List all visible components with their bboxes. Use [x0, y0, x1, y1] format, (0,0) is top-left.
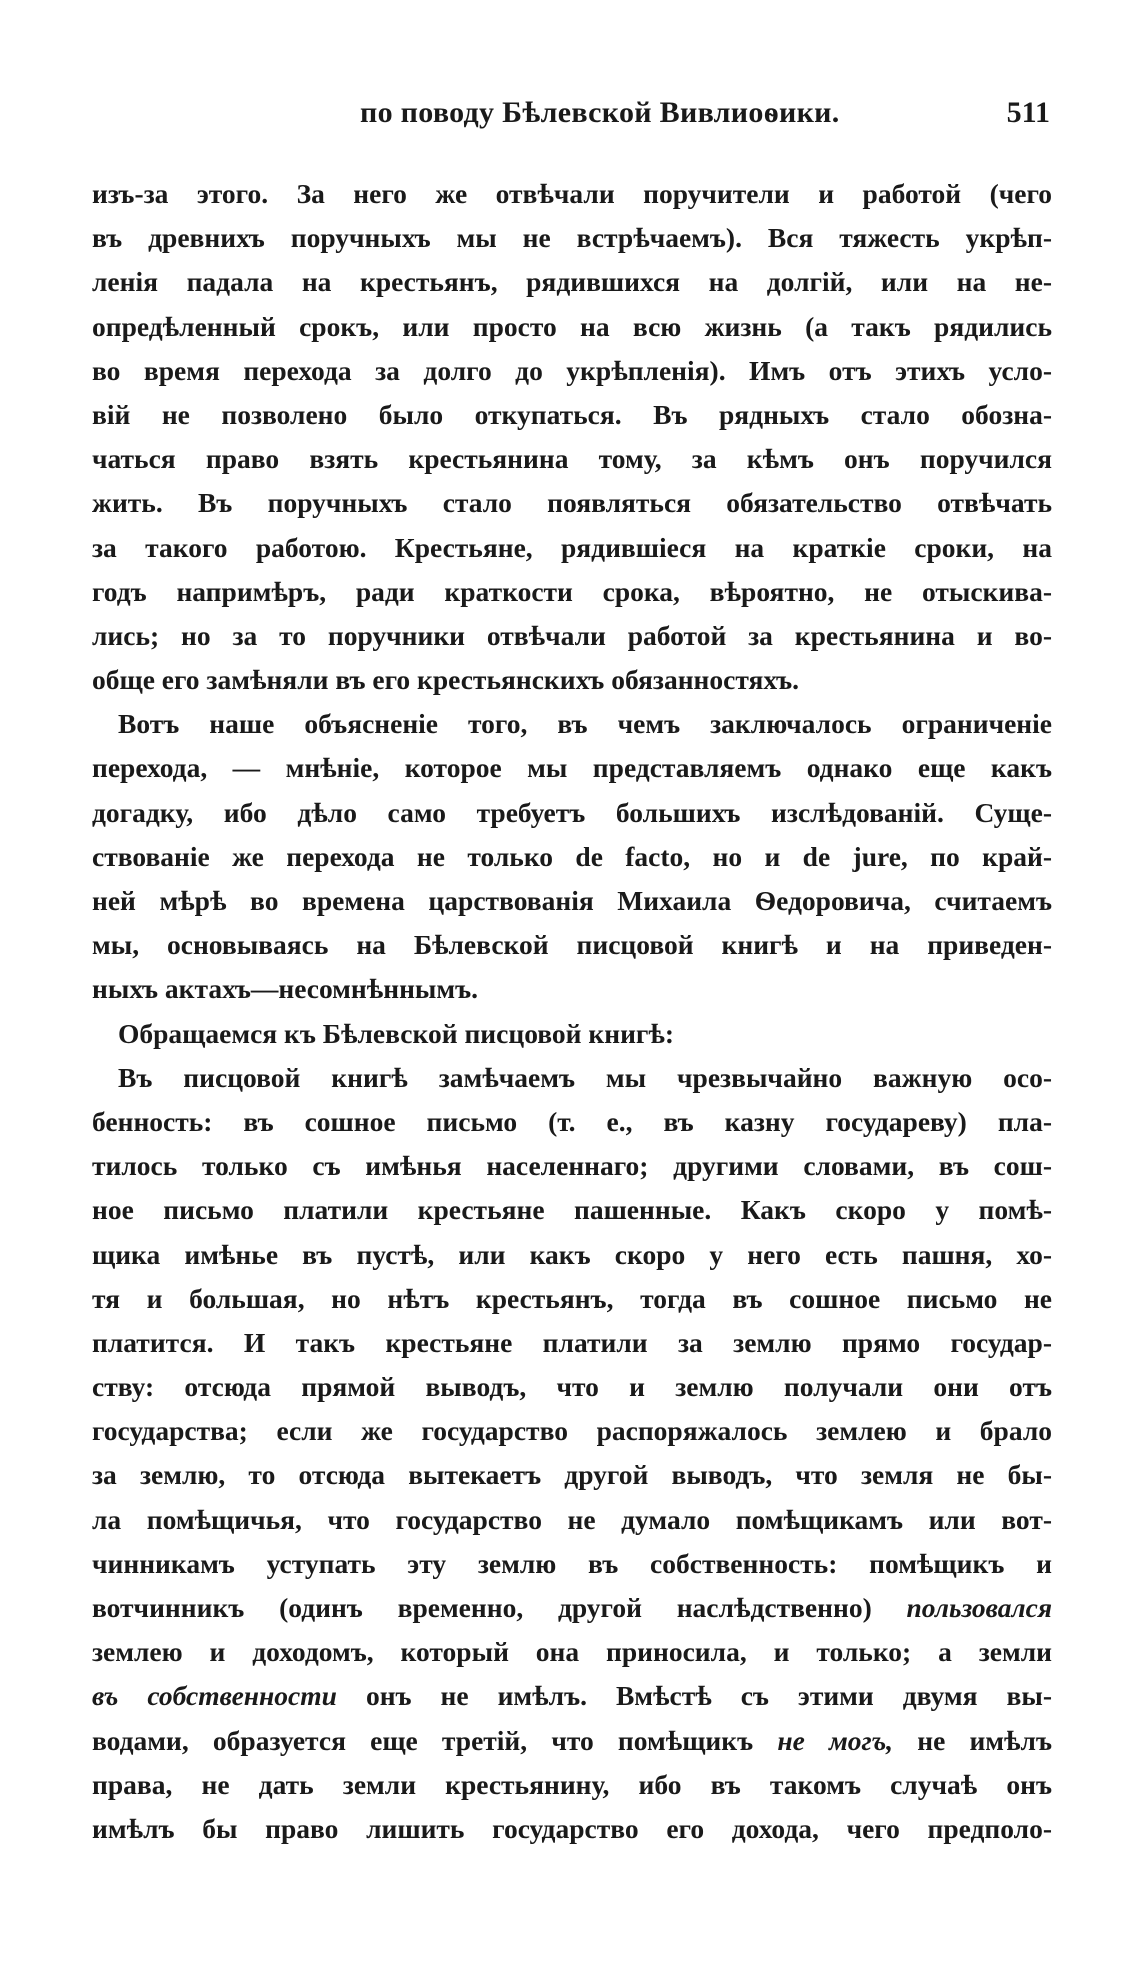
paragraph-2 — [92, 702, 1052, 1011]
body-text — [92, 172, 1052, 1851]
text-line: Обращаемся къ Бѣлевской писцовой книгѣ: — [118, 1017, 675, 1049]
text-line: ству: отсюда прямой выводъ, что и землю получали они отъ — [92, 1371, 1052, 1403]
text-line: тя и большая, но нѣтъ крестьянъ, тогда въ сошное письмо не — [92, 1282, 1052, 1314]
text-line: за землю, то отсюда вытекаетъ другой выводъ, что земля не бы- — [92, 1459, 1052, 1491]
running-title: по поводу Бѣлевской Вивлиоѳики. — [360, 96, 840, 129]
text-line — [92, 1674, 1052, 1718]
text-line: ленія падала на крестьянъ, рядившихся на долгій, или на не- — [92, 266, 1052, 298]
text-line: вій не позволено было откупаться. Въ рядныхъ стало обозна- — [92, 398, 1052, 430]
line-segment: водами, образуется еще третій, что помѣщикъ — [92, 1724, 754, 1756]
text-line: чаться право взять крестьянина тому, за кѣмъ онъ поручился — [92, 443, 1052, 475]
text-line: ла помѣщичья, что государство не думало помѣщикамъ или вот- — [92, 1503, 1052, 1535]
text-line: годъ напримѣръ, ради краткости срока, вѣроятно, не отыскива- — [92, 575, 1052, 607]
text-line: лись; но за то поручники отвѣчали работой за крестьянина и во- — [92, 619, 1052, 651]
page-number: 511 — [1006, 96, 1050, 129]
paragraph-1 — [92, 172, 1052, 702]
text-line: чинникамъ уступать эту землю въ собственность: помѣщикъ и — [92, 1547, 1052, 1579]
text-line: во время перехода за долго до укрѣпленія). Имъ отъ этихъ усло- — [92, 354, 1052, 386]
text-line: права, не дать земли крестьянину, ибо въ такомъ случаѣ онъ — [92, 1768, 1052, 1800]
text-line: ствованіе же перехода не только de facto, но и de jure, по край- — [92, 840, 1052, 872]
text-line: догадку, ибо дѣло само требуетъ большихъ изслѣдованій. Суще- — [92, 796, 1052, 828]
italic-phrase: не могъ, — [777, 1724, 894, 1756]
text-line: опредѣленный срокъ, или просто на всю жизнь (а такъ рядились — [92, 310, 1052, 342]
text-line: изъ-за этого. За него же отвѣчали поручители и работой (чего — [92, 178, 1052, 209]
text-line — [92, 1719, 1052, 1763]
text-line: землею и доходомъ, который она приносила, и только; а земли — [92, 1636, 1052, 1668]
text-line — [92, 1586, 1052, 1630]
text-line: Въ писцовой книгѣ замѣчаемъ мы чрезвычайно важную осо- — [118, 1061, 1052, 1093]
text-line: ныхъ актахъ—несомнѣннымъ. — [92, 973, 479, 1005]
text-line: щика имѣнье въ пустѣ, или какъ скоро у него есть пашня, хо- — [92, 1238, 1052, 1270]
running-head — [90, 96, 1050, 136]
line-segment: не имѣлъ — [917, 1724, 1052, 1756]
text-line: жить. Въ поручныхъ стало появляться обязательство отвѣчать — [92, 487, 1052, 519]
text-line: ное письмо платили крестьяне пашенные. Какъ скоро у помѣ- — [92, 1194, 1052, 1226]
text-line: бенность: въ сошное письмо (т. е., въ казну государеву) пла- — [92, 1105, 1052, 1137]
text-line: платится. И такъ крестьяне платили за землю прямо государ- — [92, 1326, 1052, 1358]
text-line: мы, основываясь на Бѣлевской писцовой книгѣ и на приведен- — [92, 929, 1052, 961]
text-line: государства; если же государство распоряжалось землею и брало — [92, 1415, 1052, 1447]
text-line: обще его замѣняли въ его крестьянскихъ обязанностяхъ. — [92, 664, 799, 696]
text-line: въ древнихъ поручныхъ мы не встрѣчаемъ). Вся тяжесть укрѣп- — [92, 222, 1052, 254]
line-segment: онъ не имѣлъ. Вмѣстѣ съ этими двумя вы- — [365, 1680, 1052, 1712]
italic-phrase: пользовался — [906, 1592, 1052, 1623]
text-line: тилось только съ имѣнья населеннаго; другими словами, въ сош- — [92, 1150, 1052, 1182]
text-line: ней мѣрѣ во времена царствованія Михаила Ѳедоровича, считаемъ — [92, 885, 1052, 916]
italic-phrase: въ собственности — [92, 1680, 337, 1712]
paragraph-3 — [92, 1012, 1052, 1056]
text-line: за такого работою. Крестьяне, рядившіеся на краткіе сроки, на — [92, 531, 1052, 563]
text-line: перехода, — мнѣніе, которое мы представляемъ однако еще какъ — [92, 752, 1052, 784]
text-line: имѣлъ бы право лишить государство его дохода, чего предполо- — [92, 1812, 1052, 1844]
line-segment: вотчинникъ (одинъ временно, другой наслѣдственно) — [92, 1592, 872, 1623]
paragraph-4 — [92, 1056, 1052, 1851]
text-line: Вотъ наше объясненіе того, въ чемъ заключалось ограниченіе — [118, 708, 1052, 740]
